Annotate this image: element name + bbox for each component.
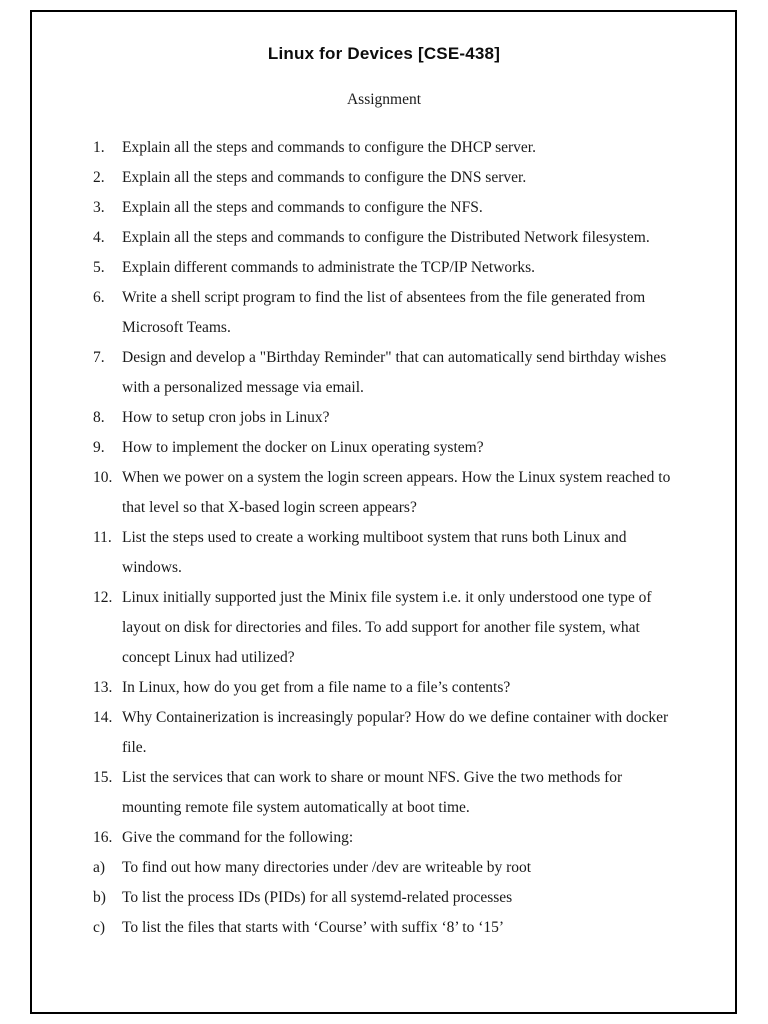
item-text: Explain all the steps and commands to configure the Distributed Network filesystem. bbox=[122, 229, 650, 246]
list-item bbox=[93, 433, 675, 463]
list-item bbox=[93, 673, 675, 703]
item-text: Linux initially supported just the Minix file system i.e. it only understood one type of layout on disk for directories and files. To add support for another file system, what concept Linux had utilized? bbox=[122, 589, 652, 666]
item-marker: 16. bbox=[93, 829, 113, 846]
item-marker: 13. bbox=[93, 679, 113, 696]
item-marker: c) bbox=[93, 919, 106, 936]
list-item bbox=[93, 163, 675, 193]
item-marker: 12. bbox=[93, 589, 113, 606]
item-marker: 8. bbox=[93, 409, 105, 426]
item-marker: 2. bbox=[93, 169, 105, 186]
item-marker: b) bbox=[93, 889, 106, 906]
list-item bbox=[93, 223, 675, 253]
item-marker: 7. bbox=[93, 349, 105, 366]
list-item bbox=[93, 703, 675, 763]
item-marker: 15. bbox=[93, 769, 113, 786]
item-marker: 1. bbox=[93, 139, 105, 156]
item-text: Explain all the steps and commands to configure the DHCP server. bbox=[122, 139, 536, 156]
item-text: To list the files that starts with ‘Course’ with suffix ‘8’ to ‘15’ bbox=[122, 919, 505, 936]
list-item bbox=[93, 463, 675, 523]
item-text: Design and develop a "Birthday Reminder" that can automatically send birthday wishes with a personalized message via email. bbox=[122, 349, 667, 396]
list-item bbox=[93, 343, 675, 403]
item-marker: 14. bbox=[93, 709, 113, 726]
item-marker: 11. bbox=[93, 529, 112, 546]
list-item bbox=[93, 523, 675, 583]
item-text: To find out how many directories under /dev are writeable by root bbox=[122, 859, 532, 876]
list-item bbox=[93, 763, 675, 823]
item-marker: 6. bbox=[93, 289, 105, 306]
item-text: Write a shell script program to find the list of absentees from the file generated from Microsoft Teams. bbox=[122, 289, 646, 336]
item-text: List the steps used to create a working multiboot system that runs both Linux and windows. bbox=[122, 529, 627, 576]
page-border bbox=[30, 10, 737, 1014]
list-item bbox=[93, 583, 675, 673]
item-marker: 10. bbox=[93, 469, 113, 486]
item-text: To list the process IDs (PIDs) for all systemd-related processes bbox=[122, 889, 513, 906]
item-marker: 4. bbox=[93, 229, 105, 246]
item-text: Give the command for the following: bbox=[122, 829, 354, 846]
item-text: When we power on a system the login screen appears. How the Linux system reached to that level so that X-based login screen appears? bbox=[122, 469, 671, 516]
list-item bbox=[93, 253, 675, 283]
question-list bbox=[93, 133, 675, 943]
item-marker: 3. bbox=[93, 199, 105, 216]
item-text: List the services that can work to share or mount NFS. Give the two methods for mounting remote file system automatically at boot time. bbox=[122, 769, 623, 816]
item-marker: a) bbox=[93, 859, 106, 876]
item-text: Explain all the steps and commands to configure the DNS server. bbox=[122, 169, 527, 186]
item-text: In Linux, how do you get from a file name to a file’s contents? bbox=[122, 679, 511, 696]
list-item bbox=[93, 133, 675, 163]
assignment-heading: Assignment bbox=[346, 91, 422, 108]
item-text: How to implement the docker on Linux operating system? bbox=[122, 439, 484, 456]
list-item bbox=[93, 883, 675, 913]
item-text: Explain different commands to administrate the TCP/IP Networks. bbox=[122, 259, 535, 276]
list-item bbox=[93, 193, 675, 223]
list-item bbox=[93, 853, 675, 883]
list-item bbox=[93, 403, 675, 433]
item-text: Why Containerization is increasingly popular? How do we define container with docker file. bbox=[122, 709, 669, 756]
item-marker: 5. bbox=[93, 259, 105, 276]
list-item bbox=[93, 913, 675, 943]
item-text: Explain all the steps and commands to configure the NFS. bbox=[122, 199, 483, 216]
list-item bbox=[93, 283, 675, 343]
page-title: Linux for Devices [CSE-438] bbox=[267, 44, 501, 63]
item-text: How to setup cron jobs in Linux? bbox=[122, 409, 330, 426]
item-marker: 9. bbox=[93, 439, 105, 456]
list-item bbox=[93, 823, 675, 853]
